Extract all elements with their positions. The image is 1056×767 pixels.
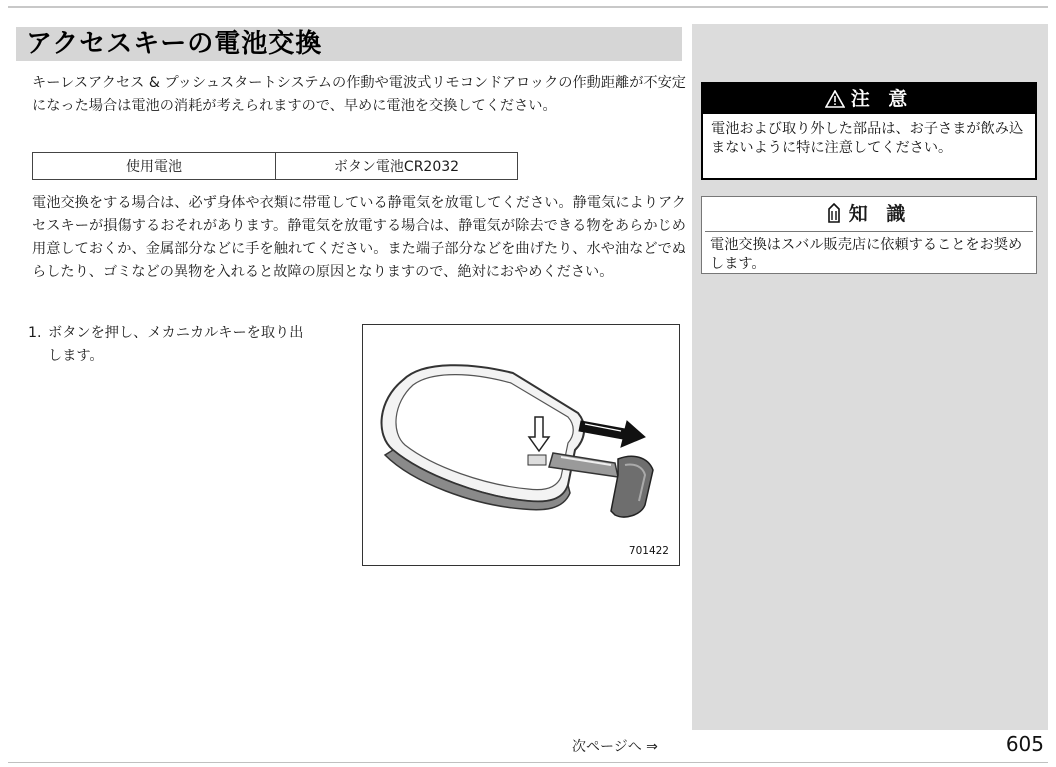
table-row <box>33 153 518 180</box>
info-header <box>705 197 1033 232</box>
intro-paragraph: キーレスアクセス & プッシュスタートシステムの作動や電波式リモコンドアロックの作動距離が不安定になった場合は電池の消耗が考えられますので、早めに電池を交換してください。 <box>32 75 686 114</box>
step-text-line1: ボタンを押し、メカニカルキーを取り出 <box>48 325 304 341</box>
info-text: 電池交換はスバル販売店に依頼することをお奨めします。 <box>710 237 1023 272</box>
key-fob-illustration <box>363 325 679 565</box>
top-rule <box>8 6 1048 8</box>
page-number: 605 <box>1005 732 1044 756</box>
figure-key-fob <box>362 324 680 566</box>
step-1 <box>28 322 358 368</box>
step-text-line2: します。 <box>48 348 104 364</box>
caution-heading: 注 意 <box>850 88 914 110</box>
title-bar <box>16 27 682 61</box>
battery-label-cell: 使用電池 <box>33 153 276 180</box>
caution-box <box>701 82 1037 180</box>
step-number: 1. <box>28 325 42 341</box>
info-pencil-icon <box>827 203 841 223</box>
page-title: アクセスキーの電池交換 <box>26 29 323 59</box>
caution-text: 電池および取り外した部品は、お子さまが飲み込まないように特に注意してください。 <box>711 121 1024 156</box>
warning-triangle-icon <box>825 90 845 108</box>
info-heading: 知 識 <box>848 203 912 225</box>
bottom-rule <box>8 762 1048 763</box>
figure-id: 701422 <box>628 545 669 557</box>
static-notice-paragraph: 電池交換をする場合は、必ず身体や衣類に帯電している静電気を放電してください。静電気によりアクセスキーが損傷するおそれがあります。静電気を放電する場合は、静電気が除去できる物をあらかじめ用意しておくか、金属部分などに手を触れてください。また端子部分などを曲げたり、水や油などでぬらしたり、ゴミなどの異物を入れると故障の原因となりますので、絶対におやめください。 <box>32 195 686 280</box>
battery-value-cell: ボタン電池CR2032 <box>276 153 518 180</box>
battery-table <box>32 152 518 180</box>
next-page-link[interactable]: 次ページへ ⇒ <box>572 739 658 755</box>
info-box <box>701 196 1037 274</box>
caution-header <box>703 84 1035 114</box>
